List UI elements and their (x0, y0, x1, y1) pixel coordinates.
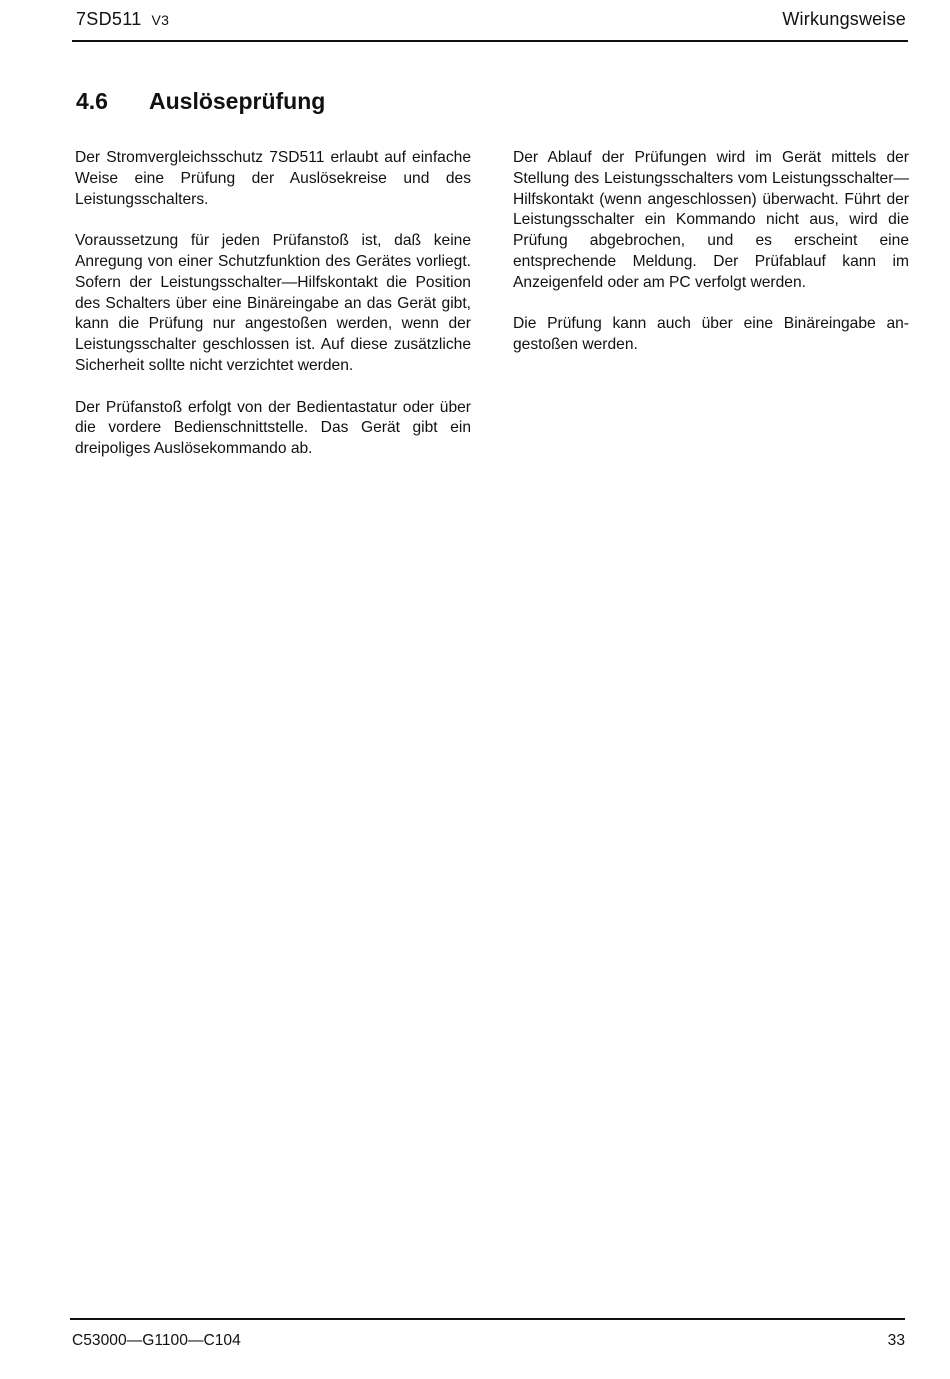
section-number: 4.6 (76, 88, 108, 114)
paragraph: Der Stromvergleichsschutz 7SD511 erlaubt auf einfache Weise eine Prüfung der Auslösekreise und des Leistungsschalters. (75, 149, 471, 208)
header-chapter-title: Wirkungsweise (782, 9, 906, 29)
paragraph: Der Ablauf der Prüfungen wird im Gerät mittels der Stellung des Leistungsschalters vom Leistungsschalter—Hilfskontakt (wenn angeschlossen) überwacht. Führt der Leistungsschalter ein Kommando nicht aus, wird die Prüfung abgebrochen, und es erscheint eine entsprechende Meldung. Der Prüfablauf kann im Anzeigenfeld oder am PC verfolgt werden. (513, 149, 909, 291)
right-text-column (513, 148, 909, 377)
document-number: C53000—G1100—C104 (72, 1332, 241, 1349)
left-text-column (75, 148, 471, 481)
paragraph: Voraussetzung für jeden Prüfanstoß ist, daß keine Anregung von einer Schutzfunktion des Gerätes vorliegt. Sofern der Leistungsschalter—Hilfskontakt die Position des Schalters über eine Binäreingabe an das Gerät gibt, kann die Prüfung nur angestoßen werden, wenn der Leistungsschalter geschlossen ist. Auf diese zusätzliche Sicherheit sollte nicht verzichtet werden. (75, 232, 471, 374)
header-model: 7SD511 (76, 9, 142, 29)
paragraph: Die Prüfung kann auch über eine Binäreingabe angestoßen werden. (513, 315, 909, 354)
paragraph: Der Prüfanstoß erfolgt von der Bedientastatur oder über die vordere Bedienschnittstelle. Das Gerät gibt ein dreipoliges Auslösekommando ab. (75, 398, 471, 458)
header-product (76, 9, 169, 30)
section-title: Auslöseprüfung (149, 88, 326, 114)
page-footer (70, 1318, 905, 1354)
header-version: V3 (151, 12, 170, 28)
page-header (72, 6, 908, 42)
section-heading (76, 88, 325, 115)
page-number: 33 (887, 1332, 905, 1349)
